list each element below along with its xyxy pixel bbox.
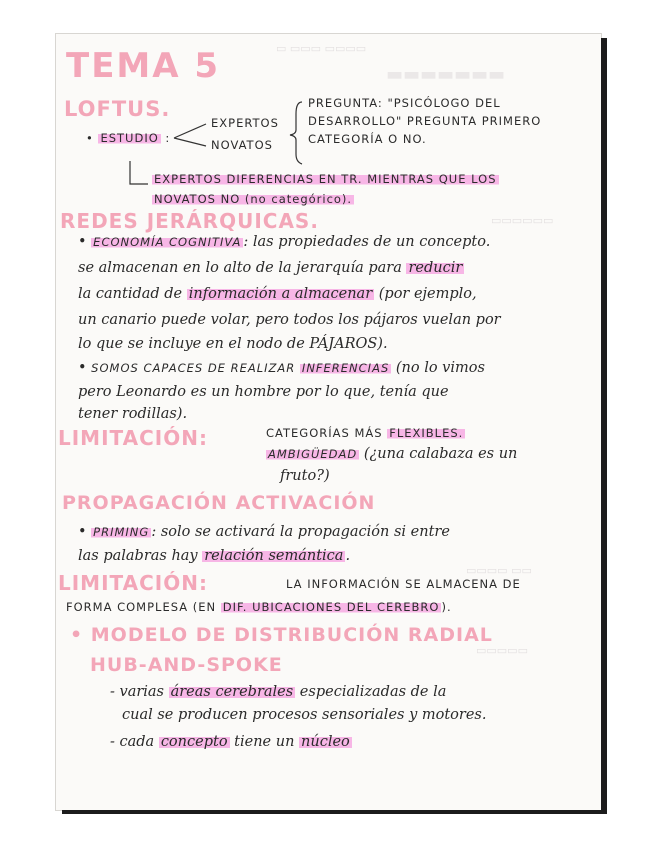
- novatos-label: NOVATOS: [211, 138, 273, 152]
- estudio-bullet: • ESTUDIO :: [86, 131, 171, 145]
- section-heading-modelo: • MODELO DE DISTRIBUCIÓN RADIAL: [70, 624, 493, 646]
- bleed-through-text: ▭▭▭▭▭: [476, 644, 528, 657]
- notebook-page: [56, 34, 601, 810]
- priming-line-1: • PRIMING : solo se activará la propagación si entre: [78, 524, 450, 540]
- loftus-note-line-2: DESARROLLO" PREGUNTA PRIMERO: [308, 114, 542, 128]
- bleed-through-text: ▭▭▭▭ ▭▭: [466, 564, 532, 577]
- loftus-result-line-1: EXPERTOS DIFERENCIAS EN TR. MIENTRAS QUE LOS: [154, 172, 497, 186]
- bleed-through-text: ▭ ▭▭▭ ▭▭▭▭: [276, 42, 367, 55]
- section-heading-limitacion-1: LIMITACIÓN:: [58, 426, 208, 450]
- modelo-bullet-1-line-2: cual se producen procesos sensoriales y motores.: [122, 707, 487, 723]
- inferencias-line-1: • SOMOS CAPACES DE REALIZAR INFERENCIAS (no lo vimos: [78, 360, 485, 376]
- priming-line-2: las palabras hay relación semántica .: [78, 548, 351, 564]
- modelo-bullet-2: - cada concepto tiene un núcleo: [110, 734, 350, 750]
- bleed-through-text: ▬▬▬▬▬▬▬: [386, 64, 506, 85]
- limitacion1-line-3: fruto?): [280, 468, 330, 484]
- page-title: TEMA 5: [66, 46, 221, 86]
- economia-line-2: se almacenan en lo alto de la jerarquía para reducir: [78, 260, 463, 276]
- modelo-bullet-1-line-1: - varias áreas cerebrales especializadas de la: [110, 684, 447, 700]
- section-subheading-hub-and-spoke: HUB-AND-SPOKE: [90, 654, 283, 676]
- limitacion1-line-2: AMBIGÜEDAD (¿una calabaza es un: [268, 446, 518, 462]
- limitacion2-line-2: FORMA COMPLESA (EN DIF. UBICACIONES DEL CEREBRO ).: [66, 600, 452, 614]
- inferencias-line-2: pero Leonardo es un hombre por lo que, tenía que: [78, 384, 449, 400]
- economia-line-5: lo que se incluye en el nodo de PÁJAROS).: [78, 336, 388, 352]
- loftus-note-line-3: CATEGORÍA O NO.: [308, 132, 427, 146]
- section-heading-propagacion: PROPAGACIÓN ACTIVACIÓN: [62, 492, 376, 514]
- limitacion1-line-1: CATEGORÍAS MÁS FLEXIBLES.: [266, 426, 464, 440]
- inferencias-line-3: tener rodillas).: [78, 406, 188, 422]
- section-heading-limitacion-2: LIMITACIÓN:: [58, 571, 208, 595]
- limitacion2-line-1: LA INFORMACIÓN SE ALMACENA DE: [286, 577, 521, 591]
- bleed-through-text: ▭▭▭▭▭▭: [491, 214, 554, 227]
- expertos-label: EXPERTOS: [211, 116, 279, 130]
- economia-term: ECONOMÍA COGNITIVA: [93, 235, 242, 249]
- loftus-note-line-1: PREGUNTA: "PSICÓLOGO DEL: [308, 96, 501, 110]
- economia-line-1: • ECONOMÍA COGNITIVA : las propiedades de un concepto.: [78, 234, 491, 250]
- estudio-label: ESTUDIO: [100, 131, 159, 145]
- section-heading-loftus: LOFTUS.: [64, 97, 171, 121]
- economia-line-3: la cantidad de información a almacenar (por ejemplo,: [78, 286, 477, 302]
- loftus-result-line-2: NOVATOS NO (no categórico).: [154, 192, 353, 206]
- section-heading-redes: REDES JERÁRQUICAS.: [60, 209, 319, 233]
- economia-line-4: un canario puede volar, pero todos los pájaros vuelan por: [78, 312, 501, 328]
